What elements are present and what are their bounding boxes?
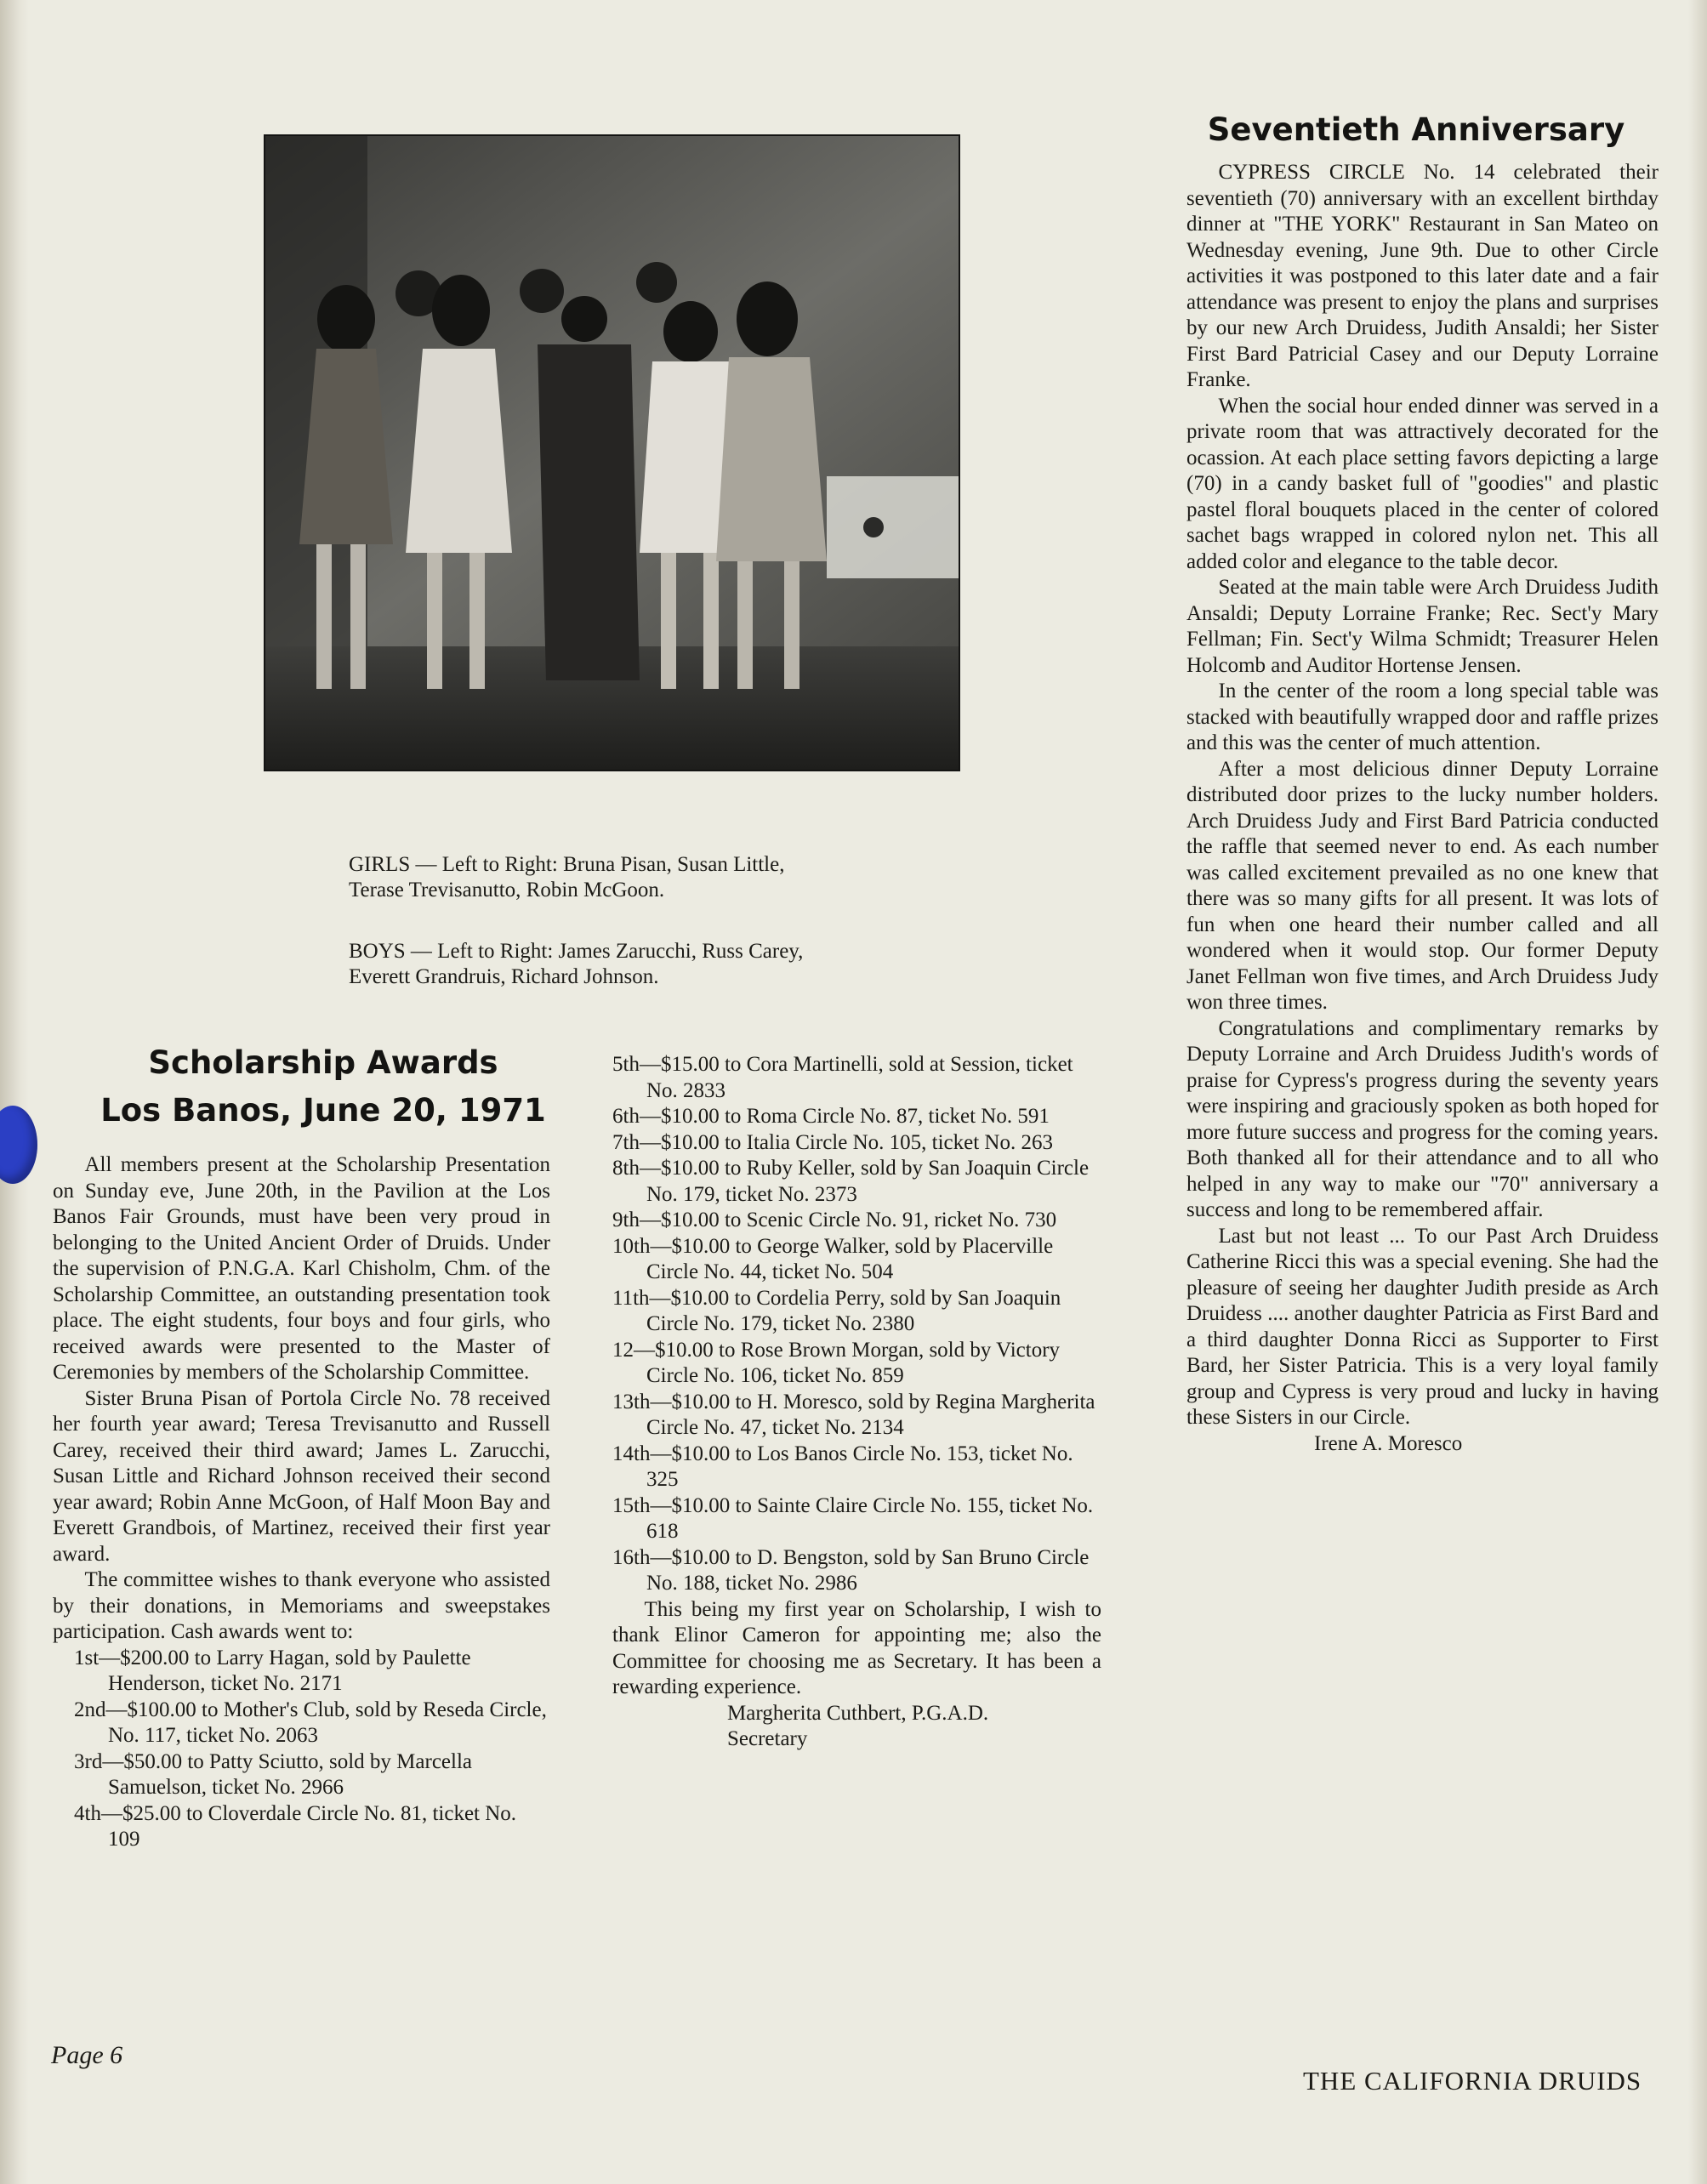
award-item: 3rd—$50.00 to Patty Sciutto, sold by Marcella Samuelson, ticket No. 2966 xyxy=(74,1749,473,1799)
award-item: 9th—$10.00 to Scenic Circle No. 91, ricket No. 730 xyxy=(612,1209,1057,1231)
scholarship-closing: This being my first year on Scholarship, I wish to thank Elinor Cameron for appointing me; also the Committee for choosing me as Secretary. It has been a rewarding experience. xyxy=(612,1597,1101,1698)
award-item: 4th—$25.00 to Cloverdale Circle No. 81, ticket No. 109 xyxy=(74,1801,517,1851)
anniversary-signature: Irene A. Moresco xyxy=(1314,1431,1463,1455)
scholarship-article xyxy=(53,1152,550,1853)
anniversary-paragraph: When the social hour ended dinner was served in a private room that was attractively decorated for the ocassion. At each place setting favors depicting a large (70) in a candy basket full of "goodies" and plastic pastel floral bouquets placed in the center of colored sachet bags wrapped in colored nylon net. This all added color and elegance to the table decor. xyxy=(1186,394,1659,573)
award-item: 6th—$10.00 to Roma Circle No. 87, ticket No. 591 xyxy=(612,1105,1050,1128)
anniversary-paragraph: Seated at the main table were Arch Druidess Judith Ansaldi; Deputy Lorraine Franke; Rec. Sect'y Mary Fellman; Fin. Sect'y Wilma Schmidt; Treasurer Helen Holcomb and Auditor Hortense Jensen. xyxy=(1186,576,1659,677)
blue-binding-mark xyxy=(0,1106,37,1184)
anniversary-paragraph: CYPRESS CIRCLE No. 14 celebrated their seventieth (70) anniversary with an excellent birthday dinner at "THE YORK" Restaurant in San Mateo on Wednesday evening, June 9th. Due to other Circle activities it was postponed to this later date and a fair attendance was present to enjoy the plans and surprises by our new Arch Druidess, Judith Ansaldi; her Sister First Bard Patricial Casey and our Deputy Lorraine Franke. xyxy=(1186,161,1659,391)
photo-caption-girls: GIRLS — Left to Right: Bruna Pisan, Susan Little, Terase Trevisanutto, Robin McGoon. xyxy=(349,853,785,901)
signature-name: Margherita Cuthbert, P.G.A.D. xyxy=(727,1701,989,1725)
anniversary-paragraph: Congratulations and complimentary remarks by Deputy Lorraine and Arch Druidess Judith's words of praise for Cypress's progress during the seventy years were inspiring and graciously spoken as both hoped for more future success and progress for the coming years. Both thanked all for their attendance and to all who helped in any way to make our "70" anniversary a success and long to be remembered affair. xyxy=(1186,1016,1659,1221)
award-item: 15th—$10.00 to Sainte Claire Circle No. 155, ticket No. 618 xyxy=(612,1493,1094,1543)
page-edge-shadow xyxy=(1688,0,1707,2184)
award-item: 7th—$10.00 to Italia Circle No. 105, ticket No. 263 xyxy=(612,1130,1053,1154)
anniversary-article xyxy=(1186,160,1659,1457)
scholarship-paragraph: Sister Bruna Pisan of Portola Circle No. 78 received her fourth year award; Teresa Trevisanutto and Russell Carey, received their third award; James L. Zarucchi, Susan Little and Richard Johnson received their second year award; Robin Anne McGoon, of Half Moon Bay and Everett Grandbois, of Martinez, received their first year award. xyxy=(53,1386,550,1566)
anniversary-paragraph: After a most delicious dinner Deputy Lorraine distributed door prizes to the lucky number holders. Arch Druidess Judy and First Bard Patricia conducted the raffle that seemed never to end. As each number was called excitement prevailed as no one knew that there was so many gifts for all present. It was lots of fun when one heard their number called and all wondered when it would stop. Our former Deputy Janet Fellman won five times, and Arch Druidess Judy won three times. xyxy=(1186,757,1659,1014)
scholarship-paragraph: All members present at the Scholarship Presentation on Sunday eve, June 20th, in the Pavilion at the Los Banos Fair Grounds, must have been very proud in belonging to the United Ancient Order of Druids. Under the supervision of P.N.G.A. Karl Chisholm, Chm. of the Scholarship Committee, an outstanding presentation took place. The eight students, four boys and four girls, who received awards were presented to the Master of Ceremonies by members of the Scholarship Committee. xyxy=(53,1153,550,1384)
anniversary-heading: Seventieth Anniversary xyxy=(1207,111,1625,148)
anniversary-paragraph: Last but not least ... To our Past Arch Druidess Catherine Ricci this was a special evening. She had the pleasure of seeing her daughter Judith preside as Arch Druidess .... another daughter Patricia as First Bard and a third daughter Donna Ricci as Supporter to First Bard, her Sister Patricia. This is a very loyal family group and Cypress is very proud and lucky in having these Sisters in our Circle. xyxy=(1186,1224,1659,1429)
award-list-right xyxy=(612,1052,1101,1597)
award-item: 12—$10.00 to Rose Brown Morgan, sold by Victory Circle No. 106, ticket No. 859 xyxy=(612,1338,1061,1387)
scholarship-awards-continued xyxy=(612,1052,1101,1752)
award-item: 2nd—$100.00 to Mother's Club, sold by Reseda Circle, No. 117, ticket No. 2063 xyxy=(74,1698,547,1747)
scholarship-signature xyxy=(612,1701,1101,1752)
photo-caption-boys: BOYS — Left to Right: James Zarucchi, Russ Carey, Everett Grandruis, Richard Johnson. xyxy=(349,940,804,988)
award-item: 8th—$10.00 to Ruby Keller, sold by San Joaquin Circle No. 179, ticket No. 2373 xyxy=(612,1157,1090,1206)
award-item: 13th—$10.00 to H. Moresco, sold by Regina Margherita Circle No. 47, ticket No. 2134 xyxy=(612,1390,1095,1439)
page-binding-shadow xyxy=(0,0,29,2184)
group-photo xyxy=(264,134,960,771)
award-item: 16th—$10.00 to D. Bengston, sold by San Bruno Circle No. 188, ticket No. 2986 xyxy=(612,1545,1090,1595)
award-item: 11th—$10.00 to Cordelia Perry, sold by San Joaquin Circle No. 179, ticket No. 2380 xyxy=(612,1286,1061,1335)
award-item: 10th—$10.00 to George Walker, sold by Placerville Circle No. 44, ticket No. 504 xyxy=(612,1234,1054,1283)
award-item: 1st—$200.00 to Larry Hagan, sold by Paulette Henderson, ticket No. 2171 xyxy=(74,1646,471,1695)
scholarship-subtitle: Los Banos, June 20, 1971 xyxy=(100,1092,546,1129)
award-item: 14th—$10.00 to Los Banos Circle No. 153, ticket No. 325 xyxy=(612,1442,1073,1491)
scholarship-heading xyxy=(51,1039,595,1135)
publication-footer: THE CALIFORNIA DRUIDS xyxy=(1303,2066,1642,2096)
signature-title: Secretary xyxy=(727,1726,808,1750)
page-number: Page 6 xyxy=(51,2041,123,2069)
scholarship-paragraph: The committee wishes to thank everyone who assisted by their donations, in Memoriams and sweepstakes participation. Cash awards went to: xyxy=(53,1568,550,1643)
award-list-left xyxy=(70,1646,550,1853)
anniversary-paragraph: In the center of the room a long special table was stacked with beautifully wrapped door and raffle prizes and this was the center of much attention. xyxy=(1186,680,1659,754)
group-photo-illustration xyxy=(265,136,959,770)
award-item: 5th—$15.00 to Cora Martinelli, sold at Session, ticket No. 2833 xyxy=(612,1053,1073,1102)
scholarship-title: Scholarship Awards xyxy=(148,1044,498,1081)
